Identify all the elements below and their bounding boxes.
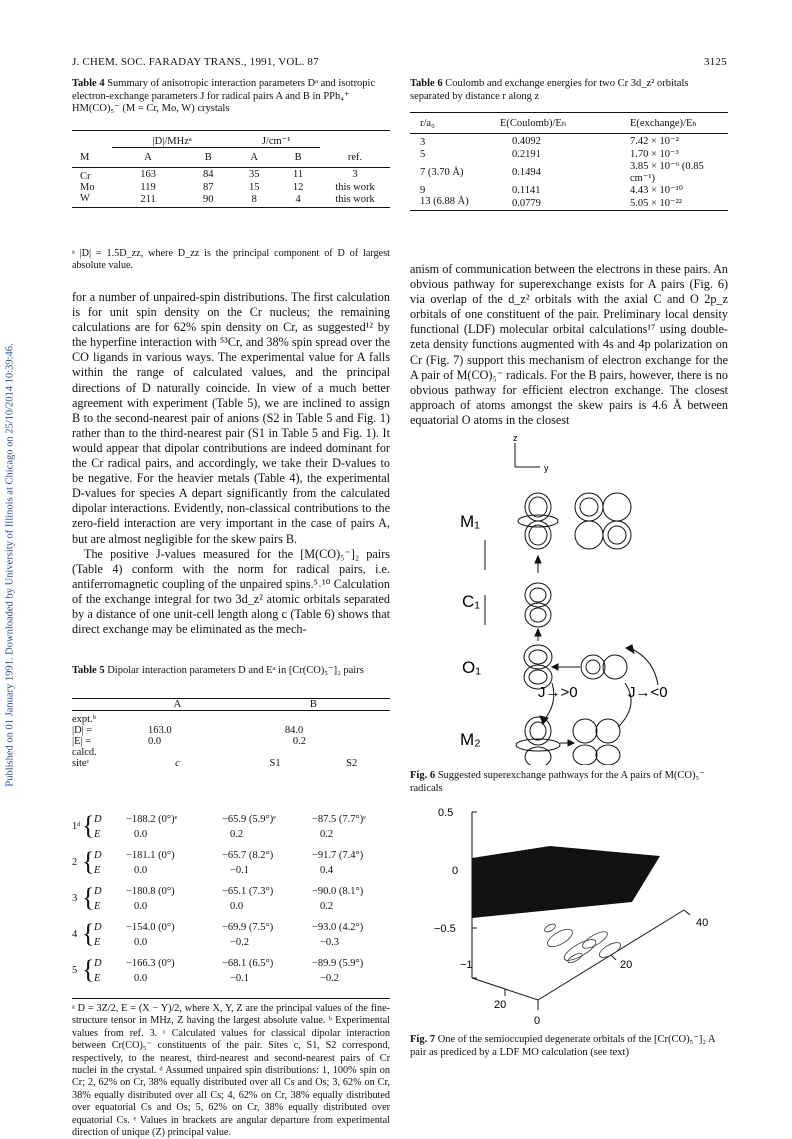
table5-site-block xyxy=(72,884,390,920)
table5-D-symbol: D xyxy=(94,886,102,897)
fig7-tick-v: −1 xyxy=(460,959,473,971)
table4-caption-label: Table 4 xyxy=(72,78,105,89)
table5-D-value: −93.0 (4.2°) xyxy=(312,922,364,933)
table5-site: c xyxy=(175,758,180,769)
table4-group-J: J/cm⁻¹ xyxy=(261,136,291,147)
table6-cell: 3.85 × 10⁻⁶ (0.85 cm⁻¹) xyxy=(630,161,704,184)
fig7-contours xyxy=(543,922,623,964)
table4-cell: W xyxy=(80,192,90,204)
table5-head-B: B xyxy=(309,699,317,710)
table5-E-label: |E| = xyxy=(72,736,92,747)
table5-E-symbol: E xyxy=(94,829,101,840)
table5-E-value: 0.0 xyxy=(230,901,244,912)
table5-D-value: −166.3 (0°) xyxy=(126,958,175,969)
table4-cell: 8 xyxy=(251,194,257,205)
table5-D-value: −89.9 (5.9°) xyxy=(312,958,364,969)
table4-cell: 163 xyxy=(140,169,156,180)
table5-footnote: ᵃ D = 3Z/2, E = (X − Y)/2, where X, Y, Z are the principal values of the fine-structure tensor in MHz, Z having the largest absolute value. ᵇ Experimental values from ref. 3. ᶜ Calculated values for classical dipolar interaction between Cr(CO)₅⁻ constituents of the pair. Sites c, S1, S2 correspond, respectively, to the nearest, third-nearest and second-nearest pairs of Cr nuclei in the crystal. ᵈ Assumed unpaired spin distributions: 1, 100% spin on Cr; 2, 62% on Cr, 38% equally distributed over all Cs and Os; 3, 62% on Cr, 38% equally distributed over all Cs; 4, 62% on Cr, 38% equally distributed over equatorial Cs and Os; 5, 62% on Cr, 38% equally distributed over equatorial Cs. ᵉ Values in brackets are angular departure from experimental direction of unique (Z) principal value. xyxy=(72,1003,390,1139)
table5-E-value: 0.0 xyxy=(134,829,148,840)
table-row xyxy=(410,134,728,149)
table-row xyxy=(72,736,390,747)
fig6-diagram xyxy=(440,435,690,765)
table5-expt-label: expt.ᵇ xyxy=(72,714,96,725)
table5-E-value: 0.0 xyxy=(134,865,148,876)
table5-head-A: A xyxy=(173,699,182,710)
fig6-caption xyxy=(410,770,728,795)
journal-header: J. CHEM. SOC. FARADAY TRANS., 1991, VOL. 87 xyxy=(72,56,319,68)
table5-site-block xyxy=(72,956,390,992)
table5-E-value: −0.3 xyxy=(320,937,340,948)
table5-distribution-number: 3 xyxy=(72,893,78,904)
paragraph: anism of communication between the electrons in these pairs. An obvious pathway for superexchange exists for A pairs (Fig. 6) via overlap of the d_z² orbitals with the axial C and O 2p_z orbitals of one constituent of the pair. Preliminary local density functional (LDF) molecular orbital calculations¹⁷ using double-zeta density functions augmented with 4s and 4p polarization on Cr (Fig. 7) support this mechanism of electron exchange for the A pair of M(CO)₅⁻ radicals. For the B pairs, however, there is no obvious pathway for efficient electron exchange. The closest approach of atoms amongst the skew pairs is 4.6 Å between equatorial O atoms in the closest xyxy=(410,262,728,427)
table5-site-block xyxy=(72,848,390,884)
fig6-axis-y: y xyxy=(544,463,549,473)
c1-pz-orbital xyxy=(525,583,551,627)
table-row xyxy=(410,148,728,160)
side-text: Published on 01 January 1991. Downloaded by University of Illinois at Chicago on 25/10/2014 10:39:46. xyxy=(4,343,16,787)
right-body-text xyxy=(410,262,728,428)
table-row xyxy=(410,184,728,196)
table4-cell: 35 xyxy=(248,169,260,180)
table6-cell: 3 xyxy=(420,137,426,148)
m1-dz2-orbital xyxy=(518,493,558,549)
table5-E-value: 0.0 xyxy=(134,937,148,948)
table5-E-value: 0.0 xyxy=(134,901,148,912)
table5-bottom-rule xyxy=(72,998,390,999)
table-row xyxy=(410,196,728,211)
table4-footnote: ᵃ |D| = 1.5D_zz, where D_zz is the principal component of D of largest absolute value. xyxy=(72,248,390,272)
fig7-tick-v: 0.5 xyxy=(438,807,454,819)
table5-site-block xyxy=(72,920,390,956)
table5-D-value: −91.7 (7.4°) xyxy=(312,850,364,861)
table5-E-symbol: E xyxy=(94,973,101,984)
table5-distribution-number: 5 xyxy=(72,965,78,976)
table4-col-A1: A xyxy=(144,151,152,163)
table4-cell: 90 xyxy=(202,194,214,205)
table5-caption-text: Dipolar interaction parameters D and Eᵃ in [Cr(CO)₅⁻]₂ pairs xyxy=(107,665,364,676)
fig6-axis-z: z xyxy=(513,435,518,443)
fig6-caption-label: Fig. 6 xyxy=(410,770,436,781)
table6-cell: 1.70 × 10⁻³ xyxy=(630,149,679,160)
table5-E-symbol: E xyxy=(94,901,101,912)
table5-E-value: 0.4 xyxy=(320,865,334,876)
fig7-base-axes xyxy=(472,910,684,1000)
table5-site: S1 xyxy=(269,758,281,769)
table4-caption xyxy=(72,78,390,116)
table6-cell: 13 (6.88 Å) xyxy=(420,196,469,207)
fig6-caption-text: Suggested superexchange pathways for the A pairs of M(CO)₅⁻ radicals xyxy=(410,770,705,794)
table5-cell: 163.0 xyxy=(148,725,172,736)
table5-distribution-number: 2 xyxy=(72,857,78,868)
fig7-surface-plot xyxy=(420,800,730,1030)
table5-cell: 84.0 xyxy=(284,725,304,736)
m1-dyz-orbital xyxy=(575,493,631,549)
table4-col-B2: B xyxy=(294,151,302,163)
table5-D-value: −65.1 (7.3°) xyxy=(222,886,274,897)
table4-cell: Mo xyxy=(80,181,95,193)
table4-cell: 87 xyxy=(202,181,214,193)
table4-cell: 211 xyxy=(140,194,156,205)
table-row xyxy=(72,193,390,208)
table4-cell: 3 xyxy=(352,169,358,180)
paragraph: The positive J-values measured for the [M(CO)₅⁻]₂ pairs (Table 4) conform with the norm for radical pairs, i.e. antiferromagnetic coupling of the unpaired spins.⁵˒¹⁰ Calculation of the exchange integral for two 3d_z² atomic orbitals separated by a distance of one unit-cell length along c (Table 6) shows that direct exchange may be eliminated as the mech- xyxy=(72,546,390,637)
table5-D-value: −180.8 (0°) xyxy=(126,886,175,897)
table5-E-value: 0.0 xyxy=(134,973,148,984)
fig7-tick-a: 40 xyxy=(696,917,709,929)
table4 xyxy=(72,130,390,208)
table4-col-M: M xyxy=(80,151,90,163)
page-number: 3125 xyxy=(704,56,727,68)
fig7-orbital-lobe xyxy=(472,846,660,918)
table5-E-value: −0.2 xyxy=(230,937,250,948)
table6-cell: 5.05 × 10⁻²² xyxy=(630,198,682,209)
table4-col-A2: A xyxy=(250,151,259,163)
left-body-text xyxy=(72,290,390,637)
table6-cell: 7 (3.70 Å) xyxy=(420,166,464,178)
fig7-caption xyxy=(410,1034,728,1059)
fig7-tick-b: 0 xyxy=(534,1015,541,1027)
fig7-caption-label: Fig. 7 xyxy=(410,1034,436,1045)
table5-D-value: −68.1 (6.5°) xyxy=(222,958,274,969)
table5-calcd-label: calcd. xyxy=(72,747,97,758)
table4-cell: 4 xyxy=(295,194,301,205)
fig7-tick-v: −0.5 xyxy=(434,923,456,935)
table5-distribution-number: 1ᵈ xyxy=(72,821,81,832)
table6-cell: 7.42 × 10⁻² xyxy=(630,136,679,147)
table5-D-value: −65.7 (8.2°) xyxy=(222,850,274,861)
fig6-label-m1: M₁ xyxy=(460,512,480,531)
fig7-tick-a: 20 xyxy=(620,959,633,971)
fig7-tick-v: 0 xyxy=(452,865,459,877)
o1-py-orbital xyxy=(581,655,627,679)
table5-D-value: −154.0 (0°) xyxy=(126,922,175,933)
table5-D-symbol: D xyxy=(94,814,102,825)
table5-E-value: 0.2 xyxy=(230,829,244,840)
table6-col-coulomb: E(Coulomb)/Eₕ xyxy=(500,118,567,129)
table-row xyxy=(72,182,390,193)
paragraph: for a number of unpaired-spin distributions. The first calculation is for unit spin density on the Cr nucleus; the remaining calculations are for 62% spin density on Cr, as suggested¹² by the hyperfine interaction with ⁵³Cr, and 38% spin spread over the CO ligands in various ways. The experimental value for A falls within the range of calculated values, and the principal directions of D naturally coincide. In view of a much better agreement with experiment (Table 5), we are inclined to assign B to the second-nearest pair of anions (S2 in Table 5 and Fig. 1) rather than to the third-nearest pair (S1 in Table 5 and Fig. 1). It would appear that dipolar contributions are indeed dominant for the Cr radical pairs, and accordingly, we take their D-values to be negative. For the heavier metals (Table 4), the experimental D-values for species A depart significantly from the calculated dipolar interactions. Evidently, non-classical contributions to the zero-field interaction are very important in the case of pairs A, but are almost negligible for the skew pairs B. xyxy=(72,290,390,546)
table6-cell: 9 xyxy=(420,184,426,196)
table6-caption-label: Table 6 xyxy=(410,78,443,89)
brace-glyph: { xyxy=(82,847,95,876)
table5-caption xyxy=(72,665,390,678)
table-row xyxy=(72,167,390,182)
table6-cell: 0.4092 xyxy=(512,135,541,147)
table5-D-value: −181.1 (0°) xyxy=(126,850,175,861)
brace-glyph: { xyxy=(82,811,95,840)
table4-cell: this work xyxy=(335,194,375,205)
table6-caption-text: Coulomb and exchange energies for two Cr 3d_z² orbitals separated by distance r along z xyxy=(410,78,689,102)
m2-dyz-orbital xyxy=(573,719,620,765)
table-row xyxy=(72,725,390,736)
fig6-label-o1: O₁ xyxy=(462,658,481,677)
table6-cell: 0.1494 xyxy=(512,166,541,178)
table4-col-B1: B xyxy=(204,151,212,163)
fig6-label-jpos: J→>0 xyxy=(538,684,578,701)
table5-distribution-number: 4 xyxy=(72,929,78,940)
table6-cell: 0.1141 xyxy=(512,184,541,196)
table6-caption xyxy=(410,78,728,103)
table5-D-symbol: D xyxy=(94,922,102,933)
m2-dz2-orbital xyxy=(516,717,560,765)
table-row xyxy=(410,160,728,184)
table4-cell: 12 xyxy=(292,181,304,193)
o1-pz-orbital xyxy=(524,645,552,689)
table6-cell: 0.0779 xyxy=(512,197,541,209)
table5-E-value: −0.2 xyxy=(320,973,340,984)
table4-col-ref: ref. xyxy=(347,151,363,163)
table5-cell: 0.0 xyxy=(148,736,162,747)
table6-cell: 0.2191 xyxy=(512,148,541,160)
table5-D-symbol: D xyxy=(94,850,102,861)
table6-col-exchange: E(exchange)/Eₕ xyxy=(630,118,697,129)
table5-caption-label: Table 5 xyxy=(72,665,105,676)
table4-cell: this work xyxy=(335,181,375,193)
table4-caption-text: Summary of anisotropic interaction parameters Dᵃ and isotropic electron-exchange parameters J for radical pairs A and B in PPh₄⁺ HM(CO)₅⁻ (M = Cr, Mo, W) crystals xyxy=(72,78,376,114)
table5-site-block xyxy=(72,812,390,848)
table6-col-r: r/a₀ xyxy=(420,118,435,129)
table5-cell: 0.2 xyxy=(292,736,306,747)
table5-E-value: 0.2 xyxy=(320,901,334,912)
table5-D-symbol: D xyxy=(94,958,102,969)
brace-glyph: { xyxy=(82,919,95,948)
fig6-label-jneg: J→<0 xyxy=(628,684,668,701)
table5-E-value: −0.1 xyxy=(230,865,250,876)
fig6-label-m2: M₂ xyxy=(460,730,481,749)
table5-calc-rows xyxy=(72,812,390,992)
table5-D-value: −69.9 (7.5°) xyxy=(222,922,274,933)
table5-D-value: −188.2 (0°)ᵉ xyxy=(126,814,178,825)
table6 xyxy=(410,112,728,211)
fig7-caption-text: One of the semioccupied degenerate orbitals of the [Cr(CO)₅⁻]₂ A pair as prediced by a LDF MO calculation (see text) xyxy=(410,1034,716,1058)
brace-glyph: { xyxy=(82,955,95,984)
table4-group-D: |D|/MHzᵃ xyxy=(152,135,192,147)
table5-E-value: 0.2 xyxy=(320,829,334,840)
table5-D-value: −90.0 (8.1°) xyxy=(312,886,364,897)
table6-cell: 4.43 × 10⁻¹⁰ xyxy=(630,185,683,196)
table4-cell: 119 xyxy=(140,181,156,193)
table5-site-label: siteᶜ xyxy=(72,758,90,769)
table6-cell: 5 xyxy=(420,148,426,160)
table5-E-value: −0.1 xyxy=(230,973,250,984)
table5-E-symbol: E xyxy=(94,865,101,876)
side-publication-note xyxy=(3,40,17,1090)
table5-site: S2 xyxy=(346,758,358,769)
table4-cell: 11 xyxy=(293,169,304,180)
table4-cell: 84 xyxy=(202,169,214,180)
fig6-label-c1: C₁ xyxy=(462,592,481,611)
table5-D-label: |D| = xyxy=(72,725,93,736)
table4-cell: 15 xyxy=(248,181,260,193)
table4-cell: Cr xyxy=(80,170,91,182)
table5-D-value: −65.9 (5.9°)ᵉ xyxy=(222,814,276,825)
table5-E-symbol: E xyxy=(94,937,101,948)
fig7-tick-b: 20 xyxy=(494,999,507,1011)
table5 xyxy=(72,698,390,769)
brace-glyph: { xyxy=(82,883,95,912)
table5-D-value: −87.5 (7.7°)ᵉ xyxy=(312,814,366,825)
